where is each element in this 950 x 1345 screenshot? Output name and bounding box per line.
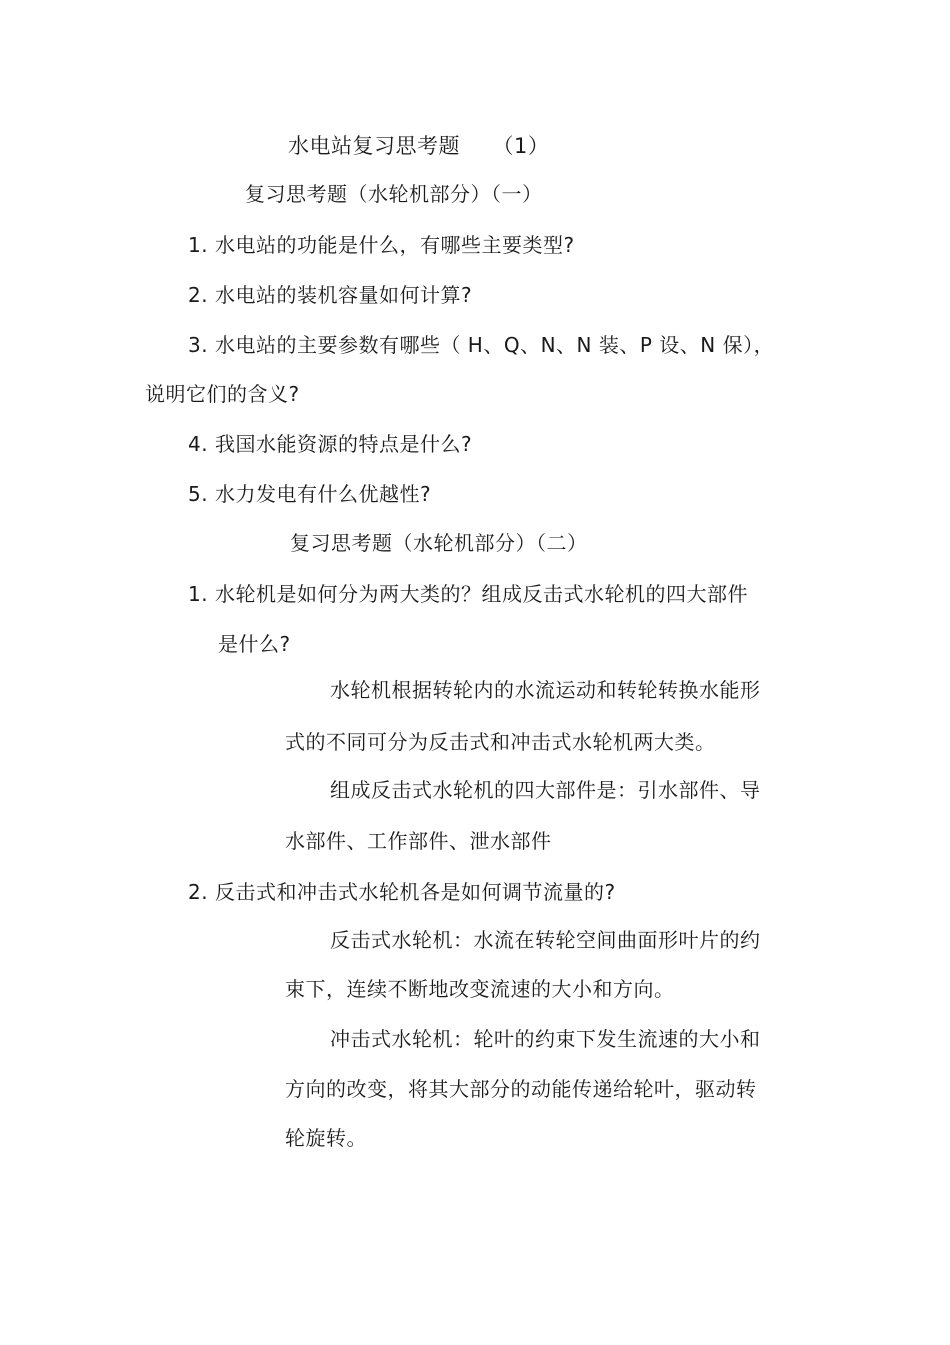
section1-heading: 复习思考题（水轮机部分）（一）: [245, 182, 543, 206]
q1-answer-line3: 组成反击式水轮机的四大部件是：引水部件、导: [330, 778, 761, 802]
q2-answer-line5: 轮旋转。: [285, 1126, 367, 1150]
q1-answer-line2: 式的不同可分为反击式和冲击式水轮机两大类。: [285, 730, 716, 754]
q1-question-line1: 1. 水轮机是如何分为两大类的？组成反击式水轮机的四大部件: [188, 582, 748, 606]
q1-question-line2: 是什么?: [218, 632, 291, 656]
section1-item-3-cont: 说明它们的含义?: [145, 382, 300, 406]
section1-item-5: 5. 水力发电有什么优越性?: [188, 482, 432, 506]
q1-answer-line1: 水轮机根据转轮内的水流运动和转轮转换水能形: [330, 678, 761, 702]
q2-question: 2. 反击式和冲击式水轮机各是如何调节流量的?: [188, 880, 616, 904]
q2-answer-line3: 冲击式水轮机：轮叶的约束下发生流速的大小和: [330, 1027, 761, 1051]
section1-item-2: 2. 水电站的装机容量如何计算?: [188, 283, 473, 307]
q2-answer-line1: 反击式水轮机：水流在转轮空间曲面形叶片的约: [330, 928, 761, 952]
q2-answer-line4: 方向的改变，将其大部分的动能传递给轮叶，驱动转: [285, 1077, 757, 1101]
q1-answer-line4: 水部件、工作部件、泄水部件: [285, 829, 552, 853]
section1-item-1: 1. 水电站的功能是什么，有哪些主要类型?: [188, 233, 575, 257]
section2-heading: 复习思考题（水轮机部分）（二）: [290, 531, 588, 555]
q2-answer-line2: 束下，连续不断地改变流速的大小和方向。: [285, 977, 675, 1001]
section1-item-4: 4. 我国水能资源的特点是什么?: [188, 432, 473, 456]
document-title: 水电站复习思考题 （1）: [288, 134, 550, 158]
section1-item-3: 3. 水电站的主要参数有哪些（ H、Q、N、N 装、P 设、N 保），: [188, 333, 775, 357]
